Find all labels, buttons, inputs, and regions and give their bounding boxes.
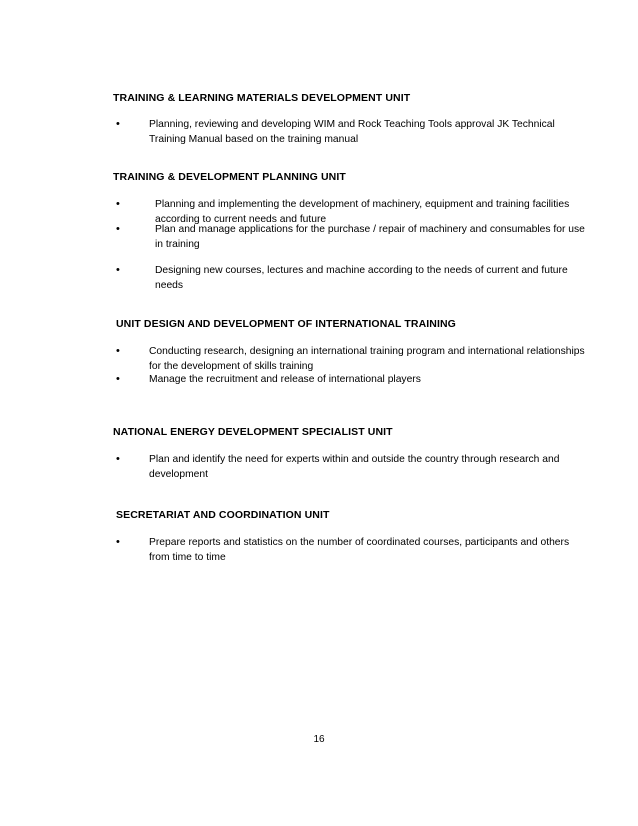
- section-heading-training-learning-materials: TRAINING & LEARNING MATERIALS DEVELOPMENT UNIT: [113, 92, 411, 104]
- page-number: 16: [313, 734, 325, 745]
- bullet-icon: •: [116, 118, 120, 130]
- list-item: Designing new courses, lectures and machine according to the needs of current and future needs: [155, 265, 568, 291]
- list-item: Planning and implementing the development of machinery, equipment and training facilities according to current needs and future: [155, 199, 570, 225]
- list-item: Prepare reports and statistics on the number of coordinated courses, participants and others from time to time: [149, 537, 570, 563]
- list-item: Planning, reviewing and developing WIM and Rock Teaching Tools approval JK Technical Training Manual based on the training manual: [149, 119, 555, 145]
- bullet-icon: •: [116, 198, 120, 210]
- list-item: Conducting research, designing an international training program and international relationships for the development of skills training: [149, 346, 585, 372]
- bullet-icon: •: [116, 264, 120, 276]
- bullet-icon: •: [116, 345, 120, 357]
- bullet-icon: •: [116, 453, 120, 465]
- section-heading-secretariat-coordination: SECRETARIAT AND COORDINATION UNIT: [116, 509, 330, 521]
- bullet-icon: •: [116, 373, 120, 385]
- section-heading-international-training: UNIT DESIGN AND DEVELOPMENT OF INTERNATIONAL TRAINING: [116, 318, 456, 330]
- section-heading-training-development-planning: TRAINING & DEVELOPMENT PLANNING UNIT: [113, 171, 346, 183]
- list-item: Plan and manage applications for the purchase / repair of machinery and consumables for use in training: [155, 224, 585, 250]
- list-item: Manage the recruitment and release of international players: [149, 374, 421, 385]
- section-heading-national-energy: NATIONAL ENERGY DEVELOPMENT SPECIALIST UNIT: [113, 426, 393, 438]
- bullet-icon: •: [116, 223, 120, 235]
- list-item: Plan and identify the need for experts within and outside the country through research and development: [149, 454, 560, 480]
- bullet-icon: •: [116, 536, 120, 548]
